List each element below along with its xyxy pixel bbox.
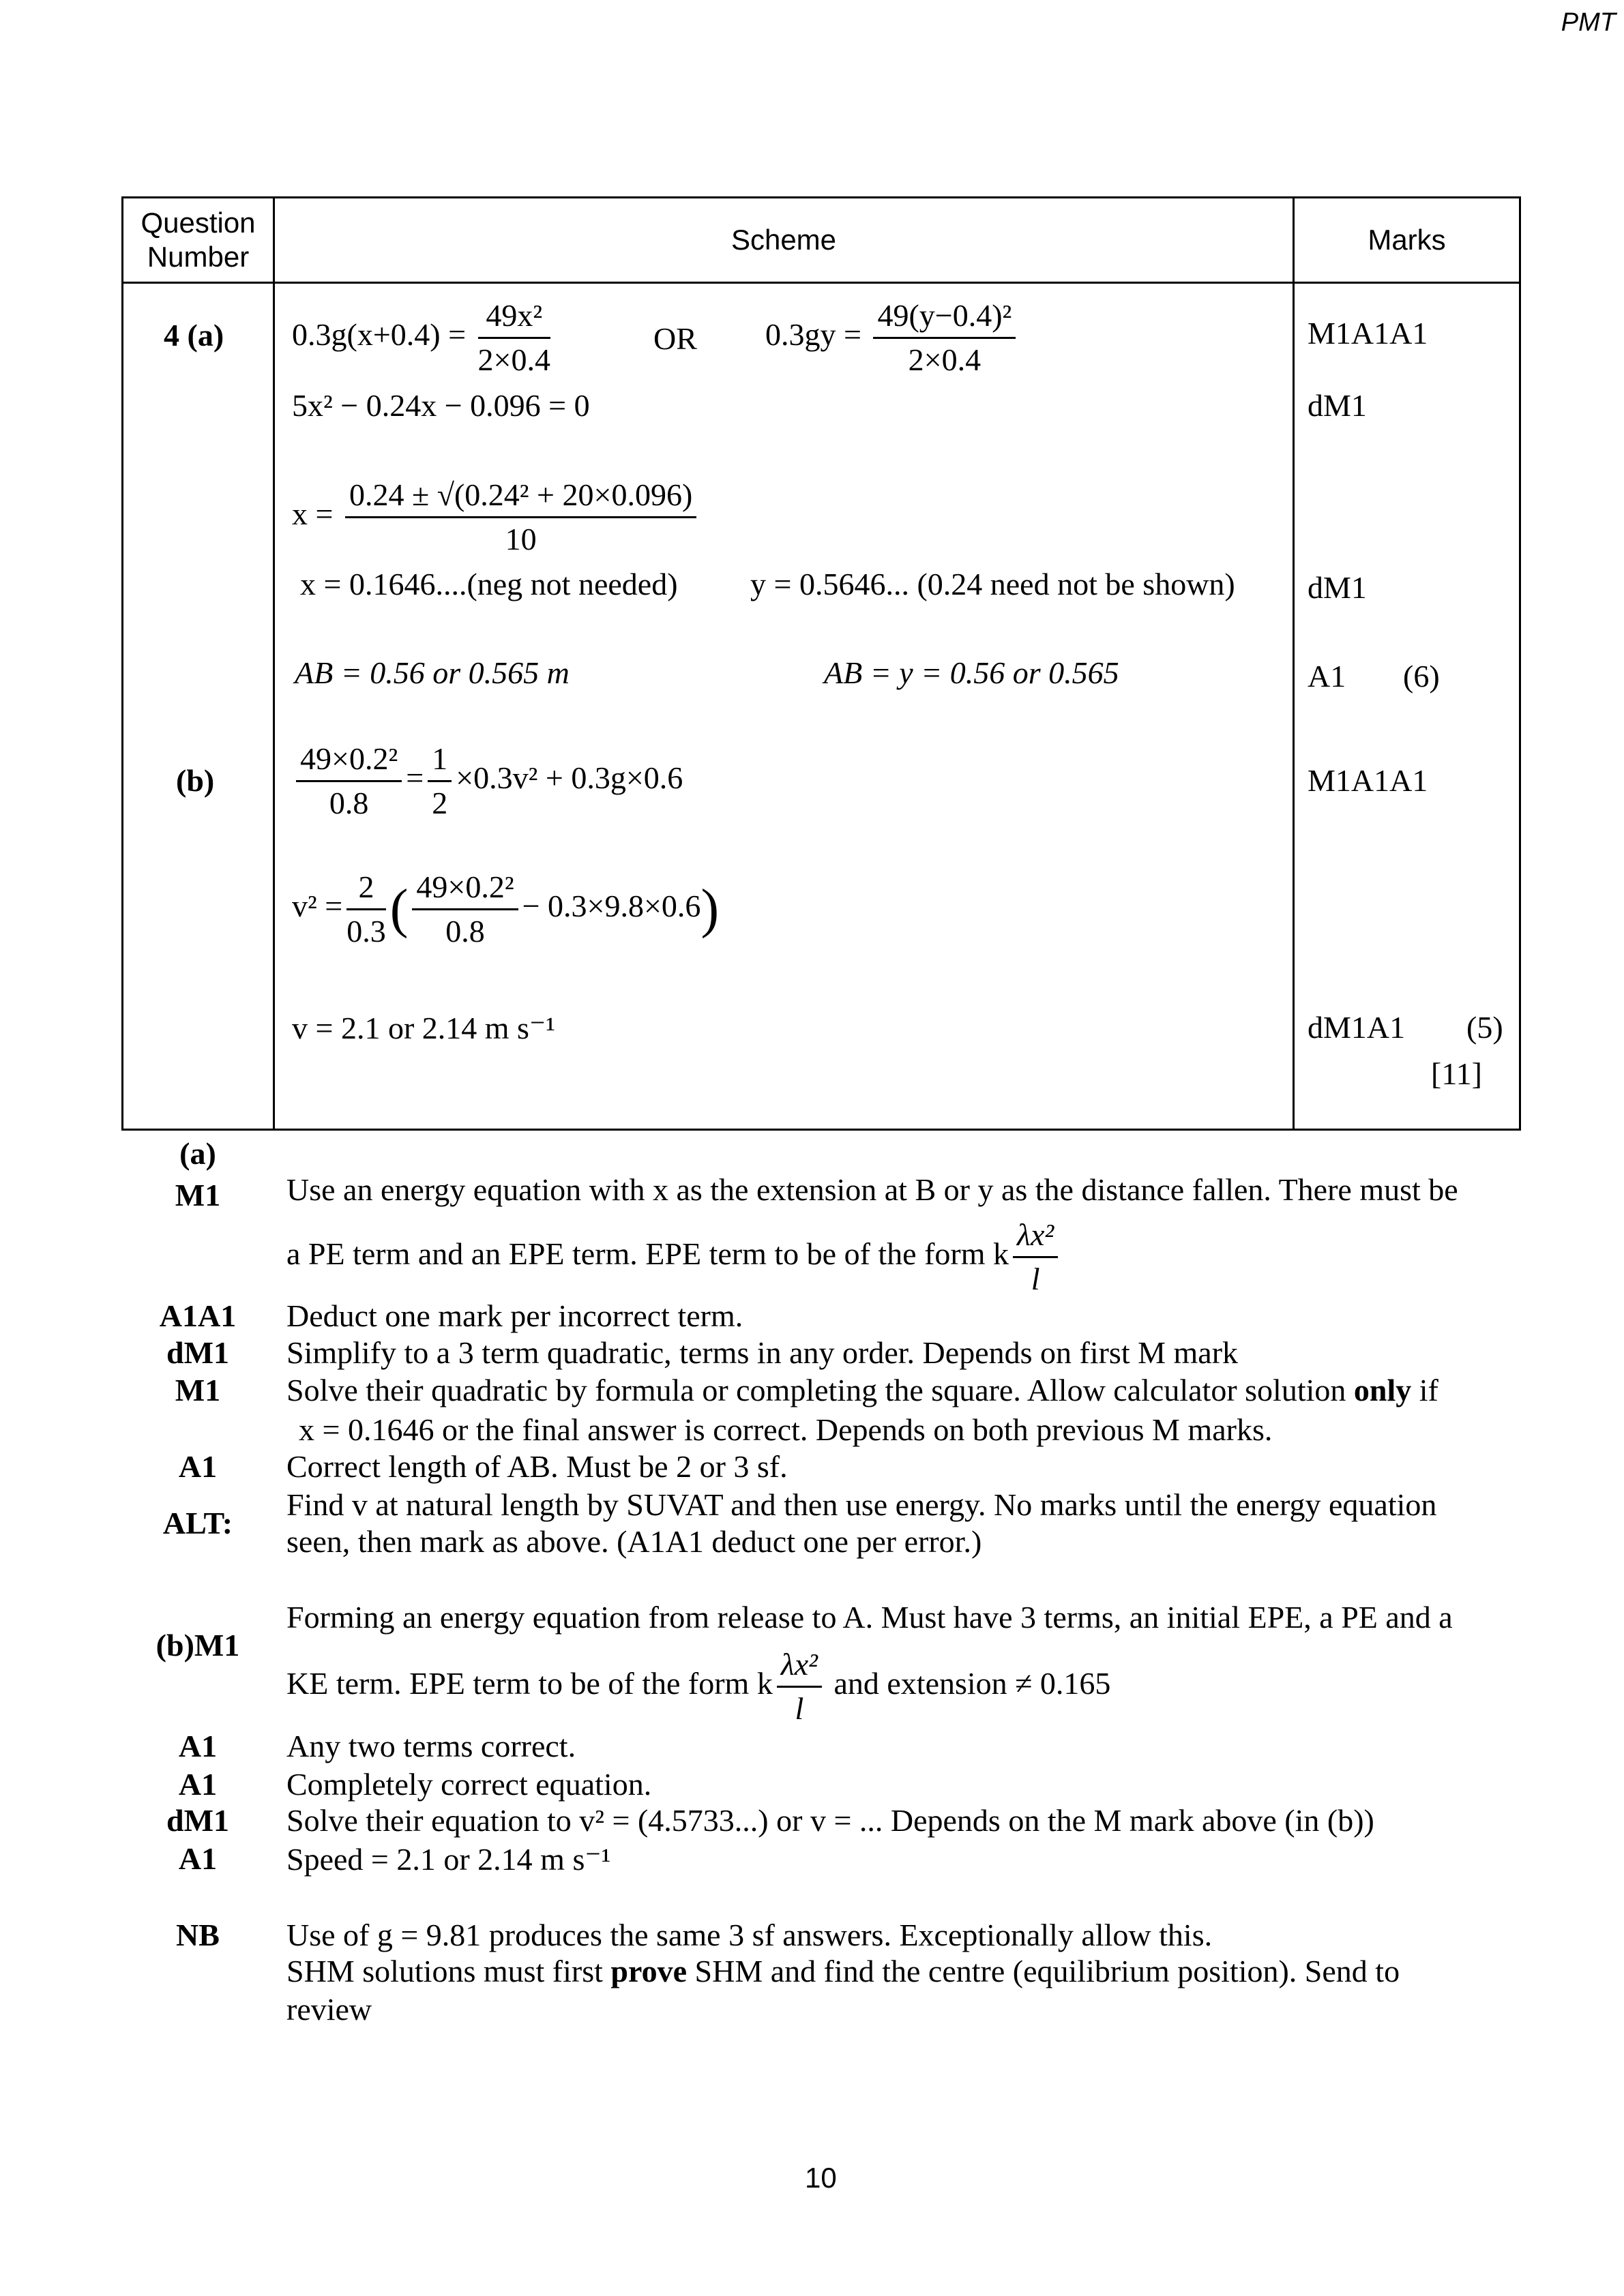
- note-label: A1: [178, 1841, 218, 1876]
- mark: M1A1A1: [1308, 316, 1428, 351]
- fraction: $\frac{\text{λx²}}{l}$: [1013, 1214, 1058, 1300]
- note-text: Use an energy equation with x as the extension at B or y as the distance fallen. There must be: [286, 1172, 1458, 1207]
- eq-lhs: 0.3gy =: [765, 317, 861, 353]
- note-label: dM1: [166, 1335, 229, 1370]
- equation-a4-alt: y = 0.5646... (0.24 need not be shown): [750, 567, 1235, 601]
- header-question-number: Question Number: [141, 207, 256, 273]
- note-label: (b)M1: [156, 1628, 240, 1663]
- note-text: a PE term and an EPE term. EPE term to be of the form k $\frac{\text{λx²}}{l}$: [286, 1214, 1062, 1300]
- mark: A1: [1308, 659, 1346, 694]
- pmt-tag: PMT: [1561, 8, 1616, 37]
- page-number: 10: [805, 2162, 837, 2194]
- mark-total: (6): [1403, 659, 1440, 694]
- fraction: $\frac{\text{49×0.2²}}{0.8}$: [296, 738, 402, 824]
- fraction: $\frac{\text{49(y−0.4)²}}{2\times 0.4}$: [873, 295, 1016, 381]
- note-text: Find v at natural length by SUVAT and then use energy. No marks until the energy equation: [286, 1487, 1437, 1522]
- note-text: Any two terms correct.: [286, 1729, 576, 1763]
- fraction: $\frac{2}{0.3}$: [346, 866, 386, 953]
- header-scheme: Scheme: [730, 224, 837, 256]
- note-label: NB: [176, 1918, 220, 1952]
- note-text: Use of g = 9.81 produces the same 3 sf answers. Exceptionally allow this.: [286, 1918, 1213, 1952]
- note-text: seen, then mark as above. (A1A1 deduct one per error.): [286, 1524, 982, 1559]
- mark: dM1A1: [1308, 1010, 1406, 1045]
- fraction: $\frac{\text{0.24 ± √(0.24² + 20×0.096)}}{10}$: [345, 474, 696, 561]
- equation-b3: v = 2.1 or 2.14 m s⁻¹: [292, 1011, 556, 1045]
- equation-b1: $\frac{\text{49×0.2²}}{0.8}$ = $\frac{1}{2}$ ×0.3v² + 0.3g×0.6: [292, 738, 683, 824]
- equation-a3: [292, 474, 700, 561]
- note-text: KE term. EPE term to be of the form k $\frac{\text{λx²}}{l}$ and extension ≠ 0.165: [286, 1643, 1110, 1730]
- question-total: [11]: [1431, 1056, 1482, 1091]
- equation-a5: AB = 0.56 or 0.565 m: [295, 655, 570, 690]
- note-text: Forming an energy equation from release to A. Must have 3 terms, an initial EPE, a PE and a: [286, 1600, 1453, 1635]
- note-text: Completely correct equation.: [286, 1767, 652, 1802]
- header-marks: Marks: [1368, 224, 1446, 256]
- or-text: OR: [653, 321, 697, 356]
- note-label: A1: [178, 1729, 218, 1763]
- note-text: Correct length of AB. Must be 2 or 3 sf.: [286, 1449, 788, 1484]
- part-b-label: (b): [176, 763, 215, 798]
- note-label: M1: [175, 1178, 221, 1212]
- part-a-label: 4 (a): [164, 318, 224, 353]
- mark: dM1: [1308, 570, 1367, 605]
- note-text: Solve their quadratic by formula or completing the square. Allow calculator solution only if: [286, 1373, 1438, 1407]
- note-label: M1: [175, 1373, 221, 1407]
- mark: dM1: [1308, 388, 1367, 423]
- equation-a1-alt: [765, 295, 1020, 381]
- note-text: Speed = 2.1 or 2.14 m s⁻¹: [286, 1842, 611, 1877]
- eq-lhs: x =: [292, 496, 334, 532]
- note-text: x = 0.1646 or the final answer is correct. Depends on both previous M marks.: [299, 1412, 1273, 1447]
- note-text: Simplify to a 3 term quadratic, terms in any order. Depends on first M mark: [286, 1335, 1239, 1370]
- note-label: A1A1: [159, 1298, 237, 1333]
- equation-a5-alt: AB = y = 0.56 or 0.565: [824, 655, 1119, 690]
- note-text: Deduct one mark per incorrect term.: [286, 1298, 743, 1333]
- note-text: Solve their equation to v² = (4.5733...) or v = ... Depends on the M mark above (in (b)): [286, 1803, 1374, 1838]
- equation-a2: 5x² − 0.24x − 0.096 = 0: [292, 388, 590, 423]
- note-text: SHM solutions must first prove SHM and find the centre (equilibrium position). Send to: [286, 1954, 1400, 1988]
- mark: M1A1A1: [1308, 763, 1428, 798]
- fraction-half: $\frac{1}{2}$: [428, 738, 452, 824]
- equation-b2: v² = $\frac{2}{0.3}$ ( $\frac{\text{49×0.2²}}{0.8}$ − 0.3×9.8×0.6): [292, 866, 719, 953]
- fraction: $\frac{\text{49x²}}{2\times 0.4}$: [478, 295, 550, 381]
- note-label: A1: [178, 1449, 218, 1484]
- note-label: A1: [178, 1767, 218, 1802]
- equation-a1: [292, 295, 555, 381]
- fraction: $\frac{\text{49×0.2²}}{0.8}$: [412, 866, 518, 953]
- mark-total: (5): [1466, 1010, 1503, 1045]
- fraction: $\frac{\text{λx²}}{l}$: [777, 1643, 822, 1730]
- note-text: review: [286, 1992, 372, 2027]
- note-label: dM1: [166, 1803, 229, 1838]
- equation-a4: x = 0.1646....(neg not needed): [300, 567, 678, 601]
- eq-lhs: 0.3g(x+0.4) =: [292, 317, 467, 353]
- note-label: ALT:: [162, 1506, 233, 1540]
- notes-a-label: (a): [179, 1136, 216, 1171]
